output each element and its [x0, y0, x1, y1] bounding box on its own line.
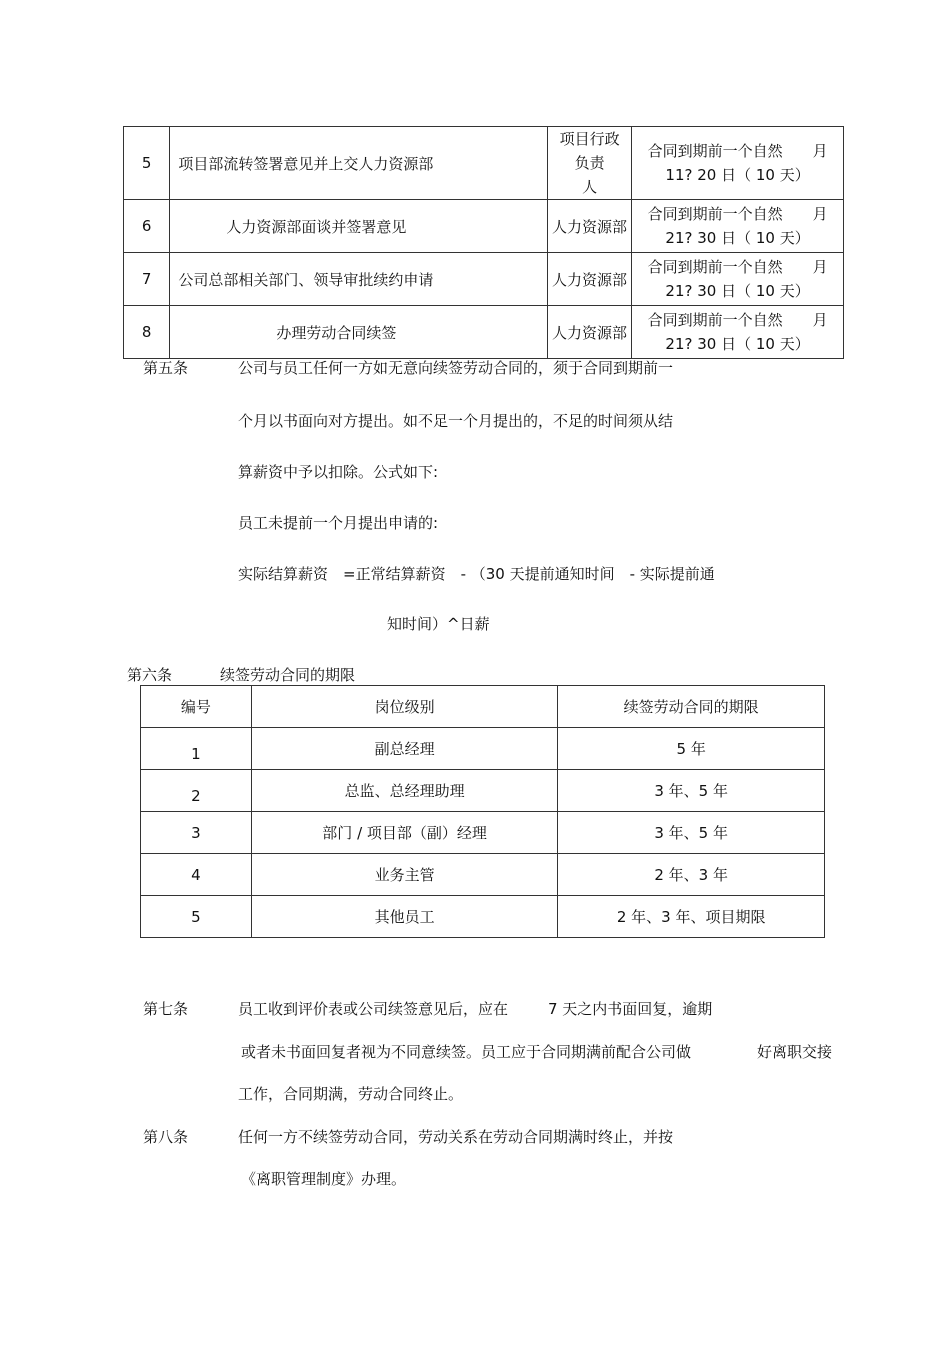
- step-description: 办理劳动合同续签: [170, 306, 548, 359]
- row-number: [141, 728, 252, 770]
- row-level: 业务主管: [251, 854, 558, 896]
- step-time-line2: 21? 30 日（ 10 天）: [665, 229, 810, 247]
- step-owner: 人力资源部: [548, 253, 632, 306]
- article6-label: 第六条: [127, 666, 173, 684]
- article5-line1: 公司与员工任何一方如无意向续签劳动合同的，须于合同到期前一: [238, 359, 674, 377]
- table-row: [141, 770, 825, 812]
- header-term: 续签劳动合同的期限: [558, 686, 825, 728]
- step-time-line1: 合同到期前一个自然 月: [647, 258, 828, 276]
- step-number: 7: [124, 253, 170, 306]
- step-owner: [548, 127, 635, 200]
- row-number: 4: [141, 854, 252, 896]
- renewal-term-table: [140, 685, 825, 938]
- table-row: [141, 854, 825, 896]
- row-term: 3 年、5 年: [558, 812, 825, 854]
- row-number: 5: [141, 896, 252, 938]
- row-term: 3 年、5 年: [558, 770, 825, 812]
- row-number: [141, 770, 252, 812]
- step-time: [632, 127, 844, 200]
- step-number: 6: [124, 200, 170, 253]
- step-description: 公司总部相关部门、领导审批续约申请: [170, 253, 548, 306]
- table-row: [124, 306, 844, 359]
- header-level: 岗位级别: [251, 686, 558, 728]
- step-time: [632, 306, 844, 359]
- article5-formula-cont: 知时间）^日薪: [387, 615, 490, 633]
- article7-line3: 工作，合同期满，劳动合同终止。: [238, 1085, 464, 1103]
- article5-line4: 员工未提前一个月提出申请的:: [238, 514, 439, 532]
- step-owner-line1: 项目行政 负责: [559, 130, 635, 172]
- step-time-line1: 合同到期前一个自然 月: [647, 142, 828, 160]
- step-time-line2: 21? 30 日（ 10 天）: [665, 335, 810, 353]
- article7-line1b: 7 天之内书面回复，逾期: [548, 1000, 713, 1018]
- table-row: [141, 896, 825, 938]
- row-level: 其他员工: [251, 896, 558, 938]
- step-number: 8: [124, 306, 170, 359]
- row-term: 2 年、3 年、项目期限: [558, 896, 825, 938]
- step-owner: 人力资源部: [548, 200, 632, 253]
- article8-line2: 《离职管理制度》办理。: [241, 1170, 407, 1188]
- step-number: 5: [124, 127, 170, 200]
- article8-line1: 任何一方不续签劳动合同，劳动关系在劳动合同期满时终止，并按: [238, 1128, 674, 1146]
- row-number-text: 2: [191, 786, 201, 805]
- row-level: 副总经理: [251, 728, 558, 770]
- row-number: 3: [141, 812, 252, 854]
- table-header-row: [141, 686, 825, 728]
- article7-label: 第七条: [143, 1000, 189, 1018]
- table-row: [141, 728, 825, 770]
- article8-label: 第八条: [143, 1128, 189, 1146]
- step-time: [632, 200, 844, 253]
- article5-label: 第五条: [143, 359, 189, 377]
- article5-line3: 算薪资中予以扣除。公式如下:: [238, 463, 439, 481]
- step-time-line2: 11? 20 日（ 10 天）: [665, 166, 810, 184]
- step-description: 项目部流转签署意见并上交人力资源部: [170, 127, 548, 200]
- article7-line2b: 好离职交接: [757, 1043, 833, 1061]
- step-owner-line2: 人: [582, 178, 598, 196]
- table-row: [124, 253, 844, 306]
- row-term: 5 年: [558, 728, 825, 770]
- step-time-line1: 合同到期前一个自然 月: [647, 311, 828, 329]
- article5-formula: 实际结算薪资 =正常结算薪资 - （30 天提前通知时间 - 实际提前通: [238, 565, 715, 583]
- step-time-line1: 合同到期前一个自然 月: [647, 205, 828, 223]
- article6-title: 续签劳动合同的期限: [220, 666, 356, 684]
- table-row: [124, 200, 844, 253]
- row-level: 总监、总经理助理: [251, 770, 558, 812]
- table-row: [124, 127, 844, 200]
- header-number: 编号: [141, 686, 252, 728]
- article7-line1a: 员工收到评价表或公司续签意见后，应在: [238, 1000, 509, 1018]
- step-time: [632, 253, 844, 306]
- row-level: 部门 / 项目部（副）经理: [251, 812, 558, 854]
- step-time-line2: 21? 30 日（ 10 天）: [665, 282, 810, 300]
- article5-line2: 个月以书面向对方提出。如不足一个月提出的，不足的时间须从结: [238, 412, 674, 430]
- row-number-text: 1: [191, 744, 201, 763]
- step-description: 人力资源部面谈并签署意见: [170, 200, 548, 253]
- step-owner: 人力资源部: [548, 306, 632, 359]
- row-term: 2 年、3 年: [558, 854, 825, 896]
- article7-line2a: 或者未书面回复者视为不同意续签。员工应于合同期满前配合公司做: [241, 1043, 692, 1061]
- table-row: [141, 812, 825, 854]
- renewal-steps-table: [123, 126, 844, 359]
